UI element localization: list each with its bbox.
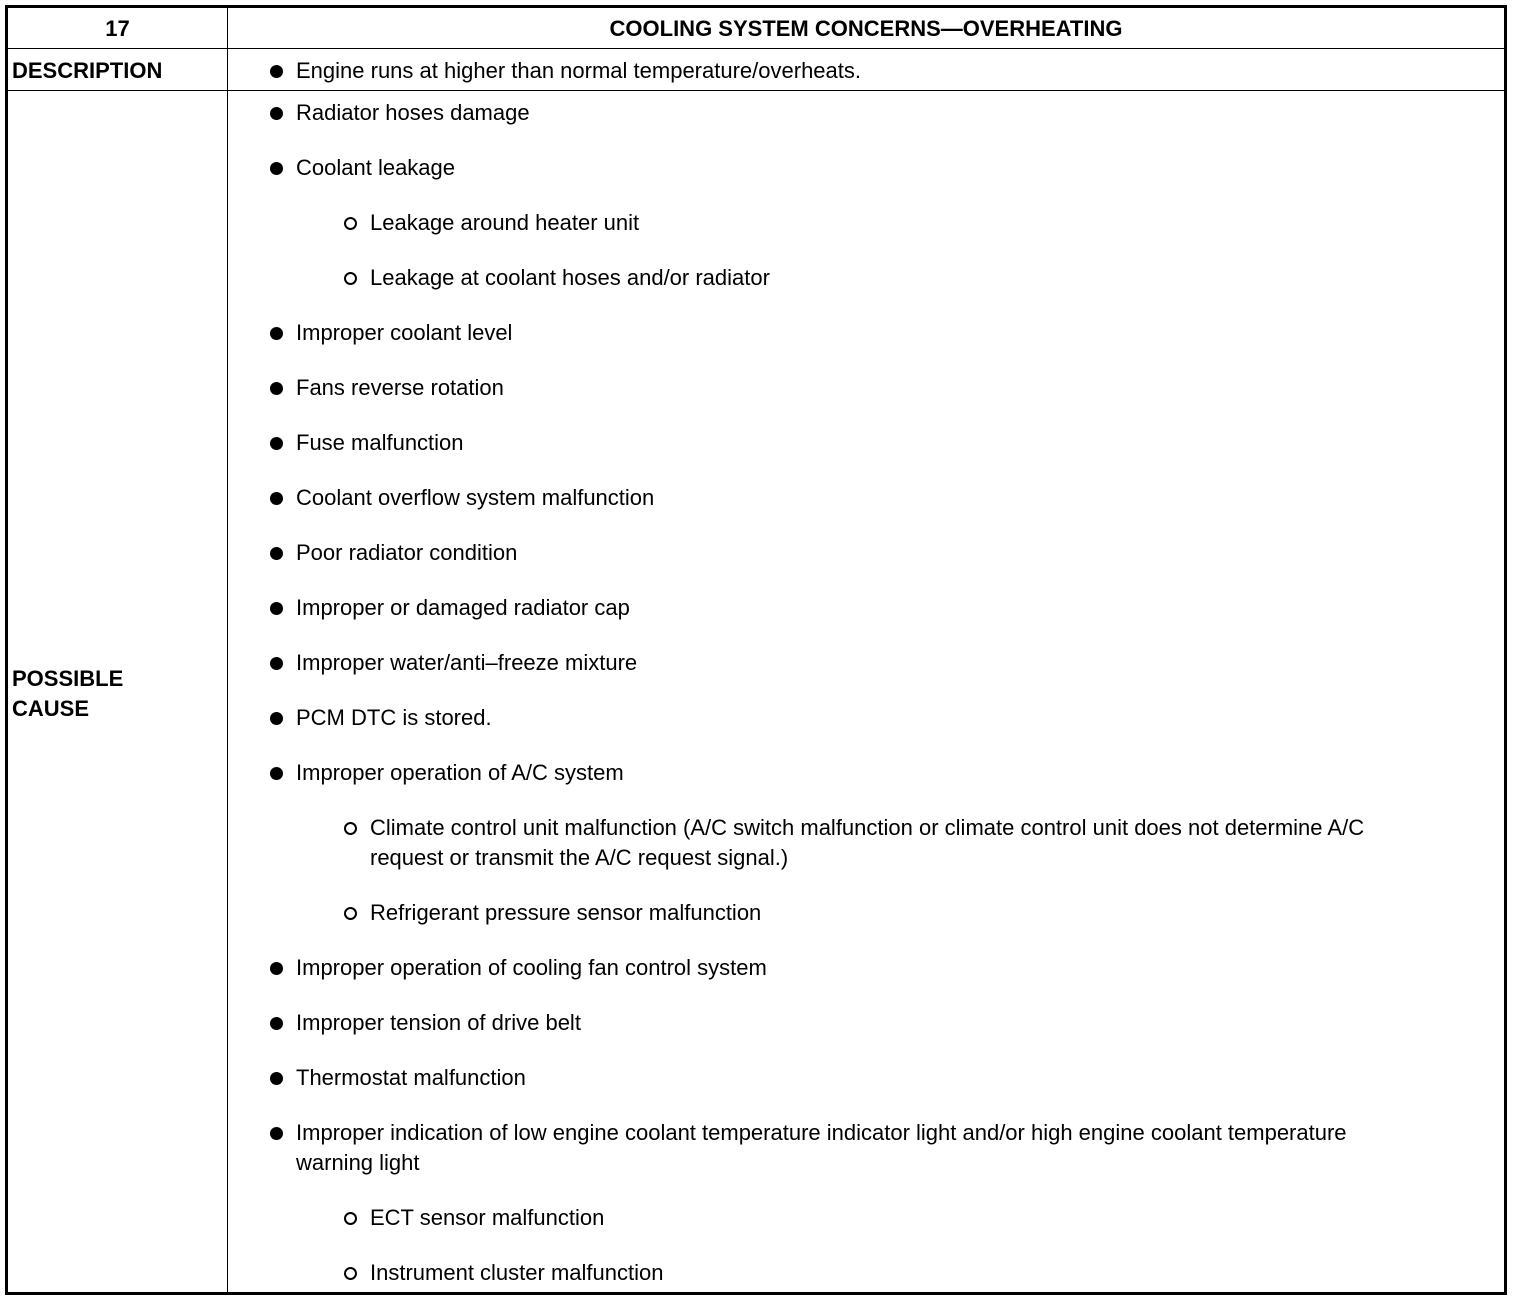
sub-list-item: ECT sensor malfunction (370, 1205, 605, 1230)
sub-bullet-icon (344, 217, 357, 230)
sub-list-item: Refrigerant pressure sensor malfunction (370, 900, 762, 925)
list-item: Improper indication of low engine coolant temperature indicator light and/or high engine coolant temperature warning light (296, 1120, 1347, 1175)
list-item: Improper coolant level (296, 320, 513, 345)
column-divider (227, 8, 228, 1292)
bullet-icon (270, 382, 283, 395)
list-item: Radiator hoses damage (296, 100, 530, 125)
bullet-icon (270, 327, 283, 340)
possible-cause-label-line2: CAUSE (12, 696, 90, 721)
list-item: Poor radiator condition (296, 540, 518, 565)
bullet-icon (270, 107, 283, 120)
bullet-icon (270, 65, 283, 78)
possible-cause-label (12, 664, 123, 724)
list-item: Improper operation of A/C system (296, 760, 624, 785)
bullet-icon (270, 1127, 283, 1140)
bullet-icon (270, 437, 283, 450)
bullet-icon (270, 712, 283, 725)
list-item: PCM DTC is stored. (296, 705, 492, 730)
list-item: Fuse malfunction (296, 430, 464, 455)
list-item: Engine runs at higher than normal temperature/overheats. (296, 58, 861, 83)
list-item: Improper tension of drive belt (296, 1010, 581, 1035)
sub-bullet-icon (344, 272, 357, 285)
sub-bullet-icon (344, 907, 357, 920)
description-divider (8, 90, 1504, 91)
sub-bullet-icon (344, 822, 357, 835)
list-item: Thermostat malfunction (296, 1065, 526, 1090)
sub-list-item: Leakage around heater unit (370, 210, 640, 235)
list-item: Coolant overflow system malfunction (296, 485, 655, 510)
header-divider (8, 48, 1504, 49)
sub-bullet-icon (344, 1267, 357, 1280)
sub-list-item: Instrument cluster malfunction (370, 1260, 664, 1285)
list-item: Improper operation of cooling fan control system (296, 955, 767, 980)
table-title: COOLING SYSTEM CONCERNS—OVERHEATING (609, 16, 1123, 41)
sub-list-item: Leakage at coolant hoses and/or radiator (370, 265, 770, 290)
bullet-icon (270, 1072, 283, 1085)
list-item: Coolant leakage (296, 155, 456, 180)
sub-list-item: Climate control unit malfunction (A/C switch malfunction or climate control unit does not determine A/C request or transmit the A/C request signal.) (370, 815, 1365, 870)
sub-bullet-icon (344, 1212, 357, 1225)
bullet-icon (270, 962, 283, 975)
bullet-icon (270, 492, 283, 505)
troubleshooting-number: 17 (105, 16, 130, 41)
bullet-icon (270, 602, 283, 615)
bullet-icon (270, 767, 283, 780)
list-item: Improper water/anti–freeze mixture (296, 650, 638, 675)
bullet-icon (270, 657, 283, 670)
list-item: Improper or damaged radiator cap (296, 595, 630, 620)
bullet-icon (270, 1017, 283, 1030)
bullet-icon (270, 162, 283, 175)
bullet-icon (270, 547, 283, 560)
description-label: DESCRIPTION (12, 58, 163, 83)
list-item: Fans reverse rotation (296, 375, 504, 400)
possible-cause-label-line1: POSSIBLE (12, 666, 124, 691)
